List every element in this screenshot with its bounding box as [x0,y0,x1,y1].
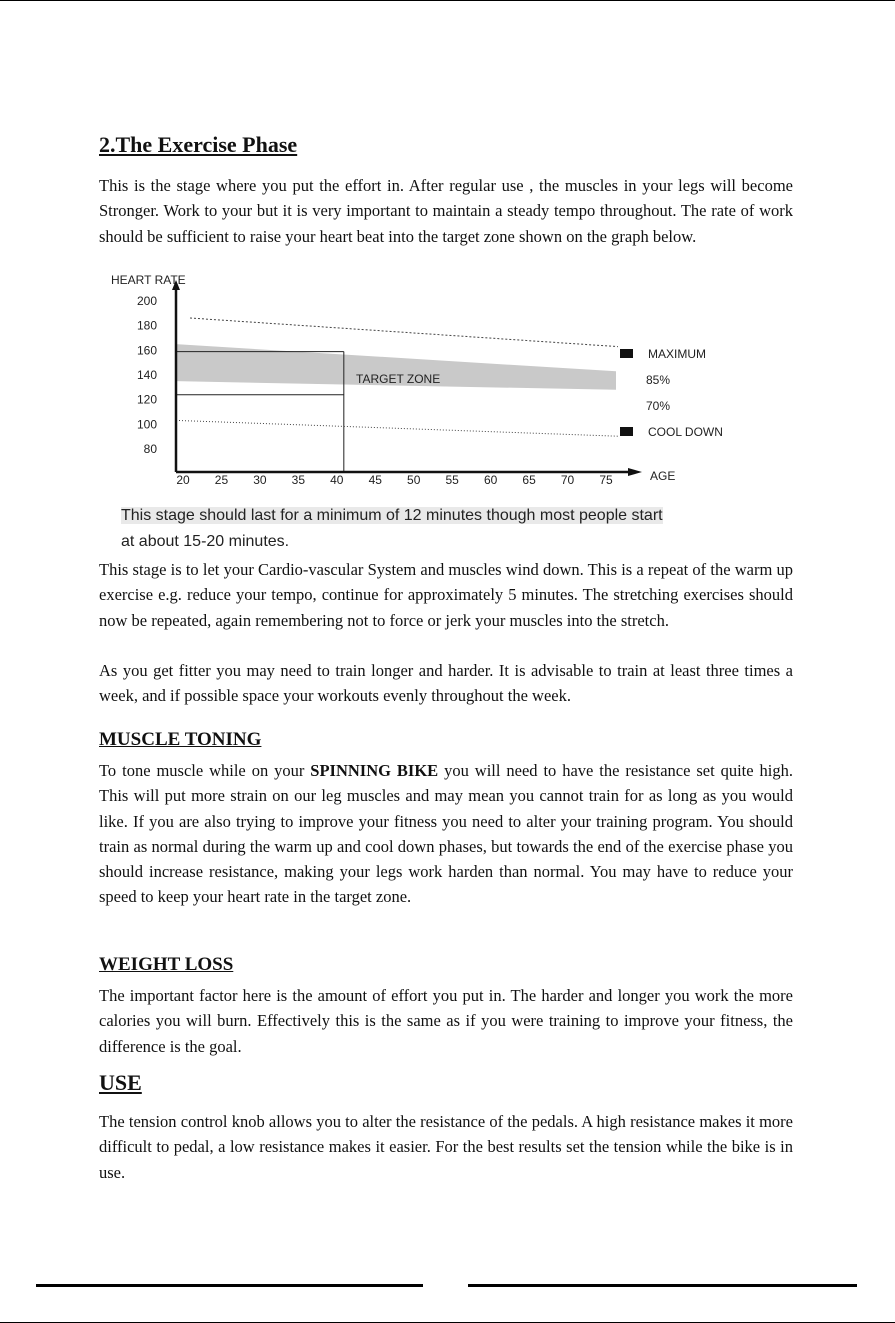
x-tick-label: 25 [214,473,229,487]
top-border [0,0,895,1]
cool-down-line [176,420,618,436]
section-heading-use: USE [99,1070,142,1095]
x-tick-label: 30 [253,473,267,487]
legend-label: COOL DOWN [648,425,723,439]
weight-loss-paragraph: The important factor here is the amount of effort you put in. The harder and longer you work the more calories you will burn. Effectively this is the same as if you were training to improve your fitness, the difference is the goal. [99,986,793,1056]
y-tick-label: 120 [136,392,157,407]
x-tick-label: 65 [522,473,536,487]
x-tick-label: 20 [176,473,190,487]
y-tick-label: 100 [136,417,157,432]
product-name: SPINNING BIKE [310,761,439,780]
y-axis-title: HEART RATE [111,273,186,287]
section-heading-exercise-phase: 2.The Exercise Phase [99,132,298,157]
footer-line-right [468,1284,857,1287]
muscle-toning-paragraph [99,758,793,910]
x-tick-label: 55 [445,473,459,487]
x-tick-label: 40 [330,473,344,487]
x-tick-label: 70 [560,473,575,487]
footer-line-left [36,1284,423,1287]
y-tick-label: 80 [143,442,157,456]
x-tick-label: 60 [483,473,498,487]
x-axis-arrow [628,468,642,476]
duration-note [121,503,741,554]
y-tick-label: 160 [136,343,157,358]
training-frequency-paragraph: As you get fitter you may need to train longer and harder. It is advisable to train at least three times a week, and if possible space your workouts evenly throughout the week. [99,661,793,706]
muscle-toning-text-2: you will need to have the resistance set quite high. This will put more strain on our leg muscles and may mean you cannot train for as long as you would like. If you are also trying to improve your fitness you need to alter your training program. You should train as normal during the warm up and cool down phases, but towards the end of the exercise phase you should increase resistance, making your legs work harden than normal. You may have to reduce your speed to keep your heart rate in the target zone. [99,761,793,907]
legend-marker [620,349,633,358]
duration-note-line-1: This stage should last for a minimum of 12 minutes though most people start [121,507,663,524]
use-paragraph: The tension control knob allows you to alter the resistance of the pedals. A high resistance makes it more difficult to pedal, a low resistance makes it easier. For the best results set the tension while the bike is in use. [99,1112,793,1182]
x-axis-title: AGE [650,469,676,483]
heart-rate-chart [0,272,895,502]
maximum-line [190,318,618,347]
x-tick-label: 50 [407,473,421,487]
x-tick-label: 45 [368,473,382,487]
x-tick-label: 75 [599,473,613,487]
legend-label: 70% [646,399,671,413]
duration-note-line-2: at about 15-20 minutes. [121,532,290,550]
y-tick-label: 140 [136,368,157,382]
legend-label: MAXIMUM [648,347,706,361]
exercise-phase-paragraph: This is the stage where you put the effort in. After regular use , the muscles in your legs will become Stronger. Work to your but it is very important to maintain a steady tempo throughout. The rate of work should be sufficient to raise your heart beat into the target zone shown on the graph below. [99,176,793,246]
section-heading-weight-loss: WEIGHT LOSS [99,954,234,975]
legend-marker [620,427,633,436]
legend-label: 85% [646,373,671,387]
cooldown-paragraph: This stage is to let your Cardio-vascular System and muscles wind down. This is a repeat of the warm up exercise e.g. reduce your tempo, continue for approximately 5 minutes. The stretching exercises should now be repeated, again remembering not to force or jerk your muscles into the stretch. [99,560,793,630]
y-tick-label: 200 [136,294,157,308]
section-heading-muscle-toning: MUSCLE TONING [99,729,262,750]
y-tick-label: 180 [136,318,157,333]
x-tick-label: 35 [291,473,306,487]
target-zone-label: TARGET ZONE [356,372,441,386]
muscle-toning-text-1: To tone muscle while on your [99,761,311,780]
